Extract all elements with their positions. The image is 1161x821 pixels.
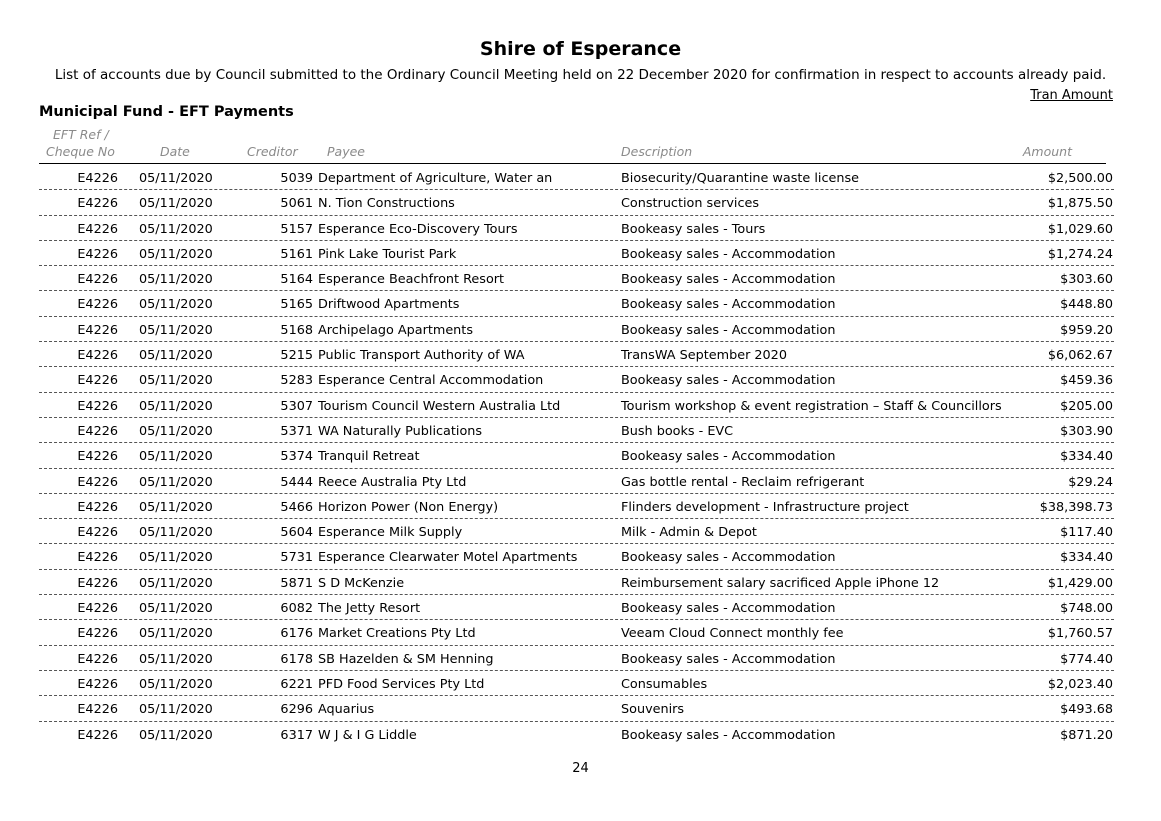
- cell-description: Consumables: [621, 676, 708, 692]
- cell-payee: Aquarius: [318, 702, 375, 718]
- cell-amount: $303.90: [1060, 423, 1113, 439]
- cell-description: Bookeasy sales - Accommodation: [621, 322, 836, 338]
- col-header-date: Date: [160, 144, 190, 159]
- cell-amount: $459.36: [1060, 373, 1113, 389]
- cell-eft-ref: E4226: [77, 575, 118, 591]
- cell-date: 05/11/2020: [139, 246, 213, 262]
- cell-eft-ref: E4226: [77, 246, 118, 262]
- cell-eft-ref: E4226: [77, 272, 118, 288]
- cell-eft-ref: E4226: [77, 626, 118, 642]
- table-row: [0, 291, 1161, 316]
- cell-creditor: 5061: [280, 196, 313, 212]
- cell-description: Bookeasy sales - Accommodation: [621, 449, 836, 465]
- table-row: [0, 190, 1161, 215]
- cell-description: Bookeasy sales - Accommodation: [621, 373, 836, 389]
- cell-eft-ref: E4226: [77, 550, 118, 566]
- cell-creditor: 5215: [280, 348, 313, 364]
- cell-date: 05/11/2020: [139, 550, 213, 566]
- cell-date: 05/11/2020: [139, 322, 213, 338]
- table-row: [0, 393, 1161, 418]
- cell-payee: Horizon Power (Non Energy): [318, 499, 499, 515]
- cell-payee: Esperance Clearwater Motel Apartments: [318, 550, 578, 566]
- table-row: [0, 544, 1161, 569]
- cell-description: Bookeasy sales - Accommodation: [621, 651, 836, 667]
- cell-date: 05/11/2020: [139, 702, 213, 718]
- cell-amount: $29.24: [1068, 474, 1113, 490]
- table-row: [0, 418, 1161, 443]
- cell-description: Flinders development - Infrastructure project: [621, 499, 909, 515]
- table-row: [0, 671, 1161, 696]
- cell-creditor: 5165: [280, 297, 313, 313]
- table-row: [0, 494, 1161, 519]
- cell-creditor: 5157: [280, 221, 313, 237]
- cell-amount: $1,429.00: [1047, 575, 1113, 591]
- cell-creditor: 6176: [280, 626, 313, 642]
- cell-amount: $1,875.50: [1047, 196, 1113, 212]
- cell-date: 05/11/2020: [139, 727, 213, 743]
- cell-eft-ref: E4226: [77, 601, 118, 617]
- cell-description: Bookeasy sales - Accommodation: [621, 727, 836, 743]
- cell-eft-ref: E4226: [77, 373, 118, 389]
- cell-amount: $493.68: [1060, 702, 1113, 718]
- table-row: [0, 443, 1161, 468]
- cell-payee: Reece Australia Pty Ltd: [318, 474, 467, 490]
- cell-amount: $748.00: [1060, 601, 1113, 617]
- cell-date: 05/11/2020: [139, 196, 213, 212]
- cell-description: Bush books - EVC: [621, 423, 734, 439]
- col-header-creditor: Creditor: [247, 144, 298, 159]
- cell-date: 05/11/2020: [139, 676, 213, 692]
- cell-creditor: 5283: [280, 373, 313, 389]
- cell-creditor: 5871: [280, 575, 313, 591]
- cell-date: 05/11/2020: [139, 449, 213, 465]
- cell-creditor: 5604: [280, 525, 313, 541]
- cell-amount: $871.20: [1060, 727, 1113, 743]
- table-row: [0, 469, 1161, 494]
- cell-payee: N. Tion Constructions: [318, 196, 455, 212]
- cell-description: Tourism workshop & event registration – Staff & Councillors: [621, 398, 1002, 414]
- table-row: [0, 722, 1161, 747]
- payments-table: [0, 165, 1161, 747]
- section-title: Municipal Fund - EFT Payments: [39, 104, 294, 120]
- page-title: Shire of Esperance: [479, 38, 682, 60]
- cell-description: Bookeasy sales - Accommodation: [621, 246, 836, 262]
- cell-amount: $1,274.24: [1047, 246, 1113, 262]
- cell-amount: $959.20: [1060, 322, 1113, 338]
- cell-payee: Esperance Milk Supply: [318, 525, 463, 541]
- cell-creditor: 6296: [280, 702, 313, 718]
- cell-amount: $38,398.73: [1039, 499, 1113, 515]
- cell-description: Bookeasy sales - Accommodation: [621, 601, 836, 617]
- cell-eft-ref: E4226: [77, 322, 118, 338]
- cell-payee: Public Transport Authority of WA: [318, 348, 525, 364]
- cell-creditor: 5731: [280, 550, 313, 566]
- cell-eft-ref: E4226: [77, 196, 118, 212]
- table-row: [0, 165, 1161, 190]
- cell-date: 05/11/2020: [139, 525, 213, 541]
- cell-creditor: 6178: [280, 651, 313, 667]
- cell-amount: $1,029.60: [1047, 221, 1113, 237]
- cell-description: Construction services: [621, 196, 760, 212]
- cell-date: 05/11/2020: [139, 171, 213, 186]
- cell-date: 05/11/2020: [139, 575, 213, 591]
- table-row: [0, 696, 1161, 721]
- col-header-ref-line1: EFT Ref /: [53, 127, 109, 142]
- cell-date: 05/11/2020: [139, 272, 213, 288]
- cell-payee: Driftwood Apartments: [318, 297, 460, 313]
- cell-date: 05/11/2020: [139, 221, 213, 237]
- cell-payee: Esperance Eco-Discovery Tours: [318, 221, 518, 237]
- col-header-amount: Amount: [1022, 144, 1072, 159]
- cell-payee: Archipelago Apartments: [318, 322, 473, 338]
- cell-description: Biosecurity/Quarantine waste license: [621, 171, 860, 186]
- cell-eft-ref: E4226: [77, 423, 118, 439]
- table-row: [0, 342, 1161, 367]
- cell-description: TransWA September 2020: [621, 348, 787, 364]
- cell-date: 05/11/2020: [139, 297, 213, 313]
- cell-payee: Tourism Council Western Australia Ltd: [318, 398, 561, 414]
- cell-date: 05/11/2020: [139, 601, 213, 617]
- cell-creditor: 5444: [280, 474, 313, 490]
- cell-date: 05/11/2020: [139, 499, 213, 515]
- cell-eft-ref: E4226: [77, 651, 118, 667]
- cell-amount: $2,023.40: [1047, 676, 1113, 692]
- cell-amount: $334.40: [1060, 449, 1113, 465]
- cell-date: 05/11/2020: [139, 398, 213, 414]
- cell-creditor: 6221: [280, 676, 313, 692]
- cell-amount: $448.80: [1060, 297, 1113, 313]
- cell-payee: Market Creations Pty Ltd: [318, 626, 476, 642]
- table-row: [0, 519, 1161, 544]
- cell-description: Souvenirs: [621, 702, 685, 718]
- cell-amount: $334.40: [1060, 550, 1113, 566]
- cell-creditor: 6082: [280, 601, 313, 617]
- cell-amount: $1,760.57: [1047, 626, 1113, 642]
- cell-description: Bookeasy sales - Accommodation: [621, 272, 836, 288]
- col-header-description: Description: [621, 144, 693, 159]
- cell-date: 05/11/2020: [139, 423, 213, 439]
- cell-amount: $303.60: [1060, 272, 1113, 288]
- cell-payee: PFD Food Services Pty Ltd: [318, 676, 485, 692]
- cell-creditor: 5374: [280, 449, 313, 465]
- tran-amount-label: Tran Amount: [1030, 88, 1113, 103]
- cell-payee: Pink Lake Tourist Park: [318, 246, 457, 262]
- cell-date: 05/11/2020: [139, 651, 213, 667]
- cell-description: Milk - Admin & Depot: [621, 525, 757, 541]
- cell-creditor: 6317: [280, 727, 313, 743]
- cell-eft-ref: E4226: [77, 474, 118, 490]
- cell-date: 05/11/2020: [139, 626, 213, 642]
- cell-creditor: 5168: [280, 322, 313, 338]
- cell-eft-ref: E4226: [77, 525, 118, 541]
- table-row: [0, 367, 1161, 392]
- table-row: [0, 216, 1161, 241]
- cell-eft-ref: E4226: [77, 398, 118, 414]
- cell-description: Bookeasy sales - Tours: [621, 221, 766, 237]
- col-header-ref-line2: Cheque No: [46, 144, 115, 159]
- cell-payee: Esperance Central Accommodation: [318, 373, 544, 389]
- cell-date: 05/11/2020: [139, 474, 213, 490]
- cell-amount: $117.40: [1060, 525, 1113, 541]
- cell-description: Bookeasy sales - Accommodation: [621, 550, 836, 566]
- table-row: [0, 620, 1161, 645]
- cell-creditor: 5039: [280, 171, 313, 186]
- cell-eft-ref: E4226: [77, 499, 118, 515]
- cell-amount: $205.00: [1060, 398, 1113, 414]
- cell-amount: $774.40: [1060, 651, 1113, 667]
- page-number: 24: [572, 761, 589, 776]
- cell-eft-ref: E4226: [77, 449, 118, 465]
- cell-payee: SB Hazelden & SM Henning: [318, 651, 494, 667]
- col-header-payee: Payee: [327, 144, 365, 159]
- cell-description: Veeam Cloud Connect monthly fee: [621, 626, 844, 642]
- cell-date: 05/11/2020: [139, 348, 213, 364]
- cell-amount: $2,500.00: [1047, 171, 1113, 186]
- cell-payee: Tranquil Retreat: [318, 449, 420, 465]
- cell-creditor: 5307: [280, 398, 313, 414]
- cell-creditor: 5466: [280, 499, 313, 515]
- cell-payee: Esperance Beachfront Resort: [318, 272, 505, 288]
- table-row: [0, 317, 1161, 342]
- table-row: [0, 570, 1161, 595]
- cell-creditor: 5161: [280, 246, 313, 262]
- cell-eft-ref: E4226: [77, 171, 118, 186]
- cell-description: Gas bottle rental - Reclaim refrigerant: [621, 474, 865, 490]
- table-row: [0, 241, 1161, 266]
- cell-eft-ref: E4226: [77, 727, 118, 743]
- cell-payee: S D McKenzie: [318, 575, 405, 591]
- cell-payee: Department of Agriculture, Water an: [318, 171, 553, 186]
- cell-date: 05/11/2020: [139, 373, 213, 389]
- cell-eft-ref: E4226: [77, 702, 118, 718]
- table-row: [0, 595, 1161, 620]
- cell-description: Bookeasy sales - Accommodation: [621, 297, 836, 313]
- header-rule: [39, 163, 1106, 164]
- cell-creditor: 5371: [280, 423, 313, 439]
- cell-eft-ref: E4226: [77, 676, 118, 692]
- table-row: [0, 646, 1161, 671]
- cell-amount: $6,062.67: [1047, 348, 1113, 364]
- cell-payee: WA Naturally Publications: [318, 423, 483, 439]
- cell-payee: W J & I G Liddle: [318, 727, 417, 743]
- cell-eft-ref: E4226: [77, 348, 118, 364]
- page-subtitle: List of accounts due by Council submitted to the Ordinary Council Meeting held on 22 December 2020 for confirmation in respect to accounts already paid.: [54, 67, 1107, 83]
- cell-creditor: 5164: [280, 272, 313, 288]
- cell-description: Reimbursement salary sacrificed Apple iPhone 12: [621, 575, 940, 591]
- table-row: [0, 266, 1161, 291]
- cell-eft-ref: E4226: [77, 297, 118, 313]
- cell-eft-ref: E4226: [77, 221, 118, 237]
- cell-payee: The Jetty Resort: [318, 601, 421, 617]
